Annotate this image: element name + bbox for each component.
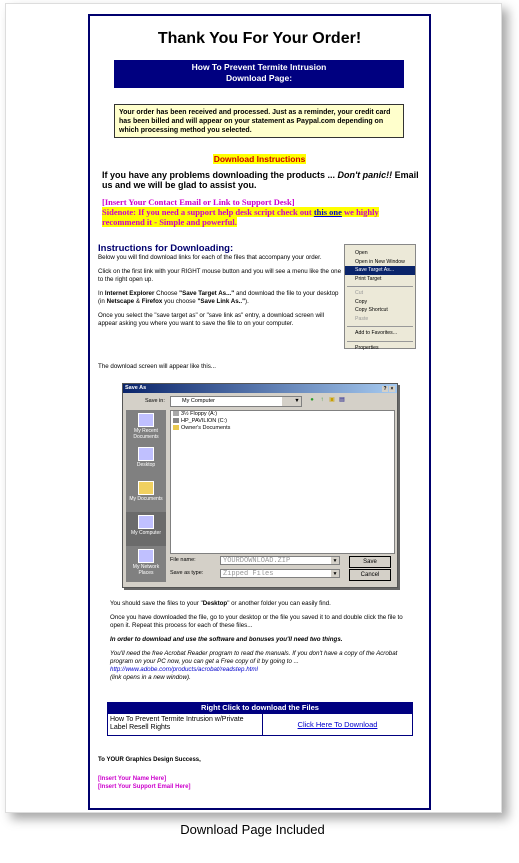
download-link[interactable]: Click Here To Download [297, 720, 378, 729]
table-row [108, 713, 412, 735]
dialog-toolbar [308, 396, 348, 404]
image-caption: Download Page Included [180, 822, 325, 837]
problems-text-2: Email us and we will be glad to assist you. [102, 170, 419, 190]
file-name-value: YOURDOWNLOAD.ZIP [223, 557, 291, 565]
save-as-dialog [122, 383, 398, 588]
chevron-down-icon[interactable]: ▼ [282, 397, 301, 406]
download-instructions-label: Download Instructions [213, 154, 306, 164]
file-item[interactable] [171, 425, 394, 432]
save-in-select[interactable] [170, 396, 302, 407]
menu-separator [347, 323, 413, 327]
download-link-cell [263, 714, 412, 735]
my-documents-icon [138, 481, 154, 495]
instructions-section [98, 245, 343, 334]
folder-icon [173, 425, 179, 430]
after-p4-note: (link opens in a new window). [110, 674, 191, 681]
instructions-p1: Below you will find download links for each of the files that accompany your order. [98, 254, 322, 261]
problems-text-1: If you have any problems downloading the products ... [102, 170, 338, 180]
file-name-label: File name: [170, 557, 196, 563]
contact-block [102, 197, 422, 227]
file-list [170, 410, 395, 554]
dialog-title: Save As [125, 385, 147, 391]
order-notice: Your order has been received and processed. Just as a reminder, your credit card has been billed and will appear on your statement as Paypal.com depending on which processing method you selected. [114, 104, 404, 138]
hard-drive-icon [173, 418, 179, 423]
chevron-down-icon[interactable]: ▼ [331, 557, 339, 564]
dialog-titlebar [123, 384, 397, 393]
download-instructions-heading [90, 149, 429, 167]
file-label: HP_PAVILION (C:) [181, 418, 227, 424]
place-my-documents[interactable] [126, 478, 166, 512]
after-p2: Once you have downloaded the file, go to your desktop or the file you saved it to and double click the file to open it. Repeat this process for each of these files... [110, 614, 403, 629]
new-folder-icon[interactable]: ▣ [329, 397, 335, 403]
after-p1-desktop: Desktop [202, 600, 228, 607]
after-p1-text: " or another folder you can easily find. [227, 600, 331, 607]
menu-item-open[interactable]: Open [355, 250, 368, 256]
close-icon[interactable]: × [390, 386, 394, 392]
product-title: How To Prevent Termite Intrusion [191, 62, 327, 72]
after-p4-text: You'll need the free Acrobat Reader program to read the manuals. If you don't have a copy of the Acrobat program on your PC now, you can get a Free copy of it by going to ... [110, 650, 398, 665]
p3-text: Choose [154, 290, 180, 297]
p3-text: In [98, 290, 105, 297]
product-subtitle: Download Page: [225, 73, 293, 83]
menu-item-add-favorites[interactable]: Add to Favorites... [355, 330, 398, 336]
product-name-cell: How To Prevent Termite Intrusion w/Private Label Resell Rights [108, 714, 263, 735]
after-p3 [110, 636, 412, 644]
places-bar [126, 410, 166, 582]
titlebar-buttons [381, 385, 395, 394]
p3-text: you choose [162, 298, 198, 305]
page-card [5, 3, 502, 813]
sidenote-text: Sidenote: If you need a support help desk script check out [102, 207, 314, 217]
place-label: My Network Places [132, 564, 160, 576]
instructions-p4: Once you select the "save target as" or "save link as" entry, a download screen will appear asking you where you want to save the file to on your computer. [98, 312, 325, 327]
p3-ie: Internet Explorer [104, 290, 155, 297]
menu-separator [347, 283, 413, 287]
p3-text: & [134, 298, 142, 305]
after-p1-text: You should save the files to your " [110, 600, 203, 607]
menu-item-open-new-window[interactable]: Open in New Window [355, 258, 405, 265]
p3-text: ). [245, 298, 249, 305]
place-my-computer[interactable] [126, 512, 166, 546]
adobe-link[interactable]: http://www.adobe.com/products/acrobat/readstep.html [110, 666, 258, 673]
menu-item-copy-shortcut[interactable]: Copy Shortcut [355, 307, 388, 313]
p3-firefox: Firefox [141, 298, 163, 305]
problems-emphasis: Don't panic!! [337, 170, 393, 180]
menu-item-paste[interactable]: Paste [355, 315, 369, 322]
after-instructions [110, 600, 412, 688]
place-label: My Recent Documents [133, 428, 159, 440]
menu-item-copy[interactable]: Copy [355, 298, 368, 305]
cancel-button[interactable]: Cancel [349, 569, 391, 581]
file-item[interactable] [171, 411, 394, 418]
after-p3-text: In order to download and use the software and bonuses you'll need two things. [110, 636, 343, 643]
save-in-value: My Computer [182, 398, 216, 404]
instructions-p3 [98, 290, 343, 306]
help-icon[interactable]: ? [383, 386, 387, 392]
save-in-label: Save in: [145, 398, 165, 404]
up-folder-icon[interactable]: ↑ [320, 397, 324, 403]
download-table-header: Right Click to download the Files [108, 703, 412, 713]
p3-save-target: "Save Target As..." [179, 290, 235, 297]
my-computer-icon [138, 515, 154, 529]
place-label: My Computer [130, 530, 161, 536]
save-button[interactable]: Save [349, 556, 391, 568]
download-page [88, 14, 431, 810]
file-label: 3½ Floppy (A:) [181, 411, 218, 417]
signature-email: [Insert Your Support Email Here] [98, 784, 191, 790]
save-as-type-value: Zipped Files [223, 570, 274, 578]
place-network-places[interactable] [126, 546, 166, 580]
views-icon[interactable]: ▤ [339, 397, 345, 403]
recent-documents-icon [138, 413, 154, 427]
contact-placeholder: [Insert Your Contact Email or Link to Support Desk] [102, 197, 295, 207]
instructions-heading: Instructions for Downloading: [98, 243, 234, 254]
place-label: My Documents [129, 496, 163, 502]
place-recent-documents[interactable] [126, 410, 166, 444]
menu-item-print-target[interactable]: Print Target [355, 275, 382, 282]
save-as-type-select[interactable] [220, 569, 340, 578]
back-icon[interactable]: ● [310, 397, 314, 403]
desktop-icon [138, 447, 154, 461]
place-label: Desktop [136, 462, 156, 468]
floppy-icon [173, 411, 179, 416]
menu-item-properties[interactable]: Properties [355, 344, 379, 351]
file-label: Owner's Documents [181, 425, 231, 431]
p3-netscape: Netscape [106, 298, 135, 305]
context-menu [344, 244, 416, 349]
save-as-type-label: Save as type: [170, 570, 204, 576]
file-name-input[interactable] [220, 556, 340, 565]
signature-block [98, 775, 190, 791]
network-places-icon [138, 549, 154, 563]
product-header-box [114, 60, 404, 88]
closing-text: To YOUR Graphics Design Success, [98, 757, 201, 763]
menu-separator [347, 338, 413, 342]
menu-item-save-target[interactable]: Save Target As... [345, 266, 415, 275]
download-table [107, 702, 413, 736]
help-desk-link[interactable]: this one [313, 207, 342, 217]
place-desktop[interactable] [126, 444, 166, 478]
problems-text [102, 170, 422, 190]
after-p4 [110, 650, 412, 682]
chevron-down-icon[interactable]: ▼ [331, 570, 339, 577]
file-item[interactable] [171, 418, 394, 425]
menu-item-cut[interactable]: Cut [355, 290, 364, 296]
screen-line: The download screen will appear like this... [98, 363, 216, 370]
sidenote-text-end: we highly recommend it - Simple and powerful. [102, 207, 379, 227]
sidenote [102, 207, 379, 227]
page-title: Thank You For Your Order! [157, 30, 362, 47]
instructions-p2: Click on the first link with your RIGHT mouse button and you will see a menu like the one to the right open up. [98, 268, 342, 283]
signature-name: [Insert Your Name Here] [98, 776, 167, 782]
p3-text: and download the file to your desktop (in [98, 290, 339, 305]
after-p1 [110, 600, 412, 608]
p3-save-link: "Save Link As.." [197, 298, 246, 305]
